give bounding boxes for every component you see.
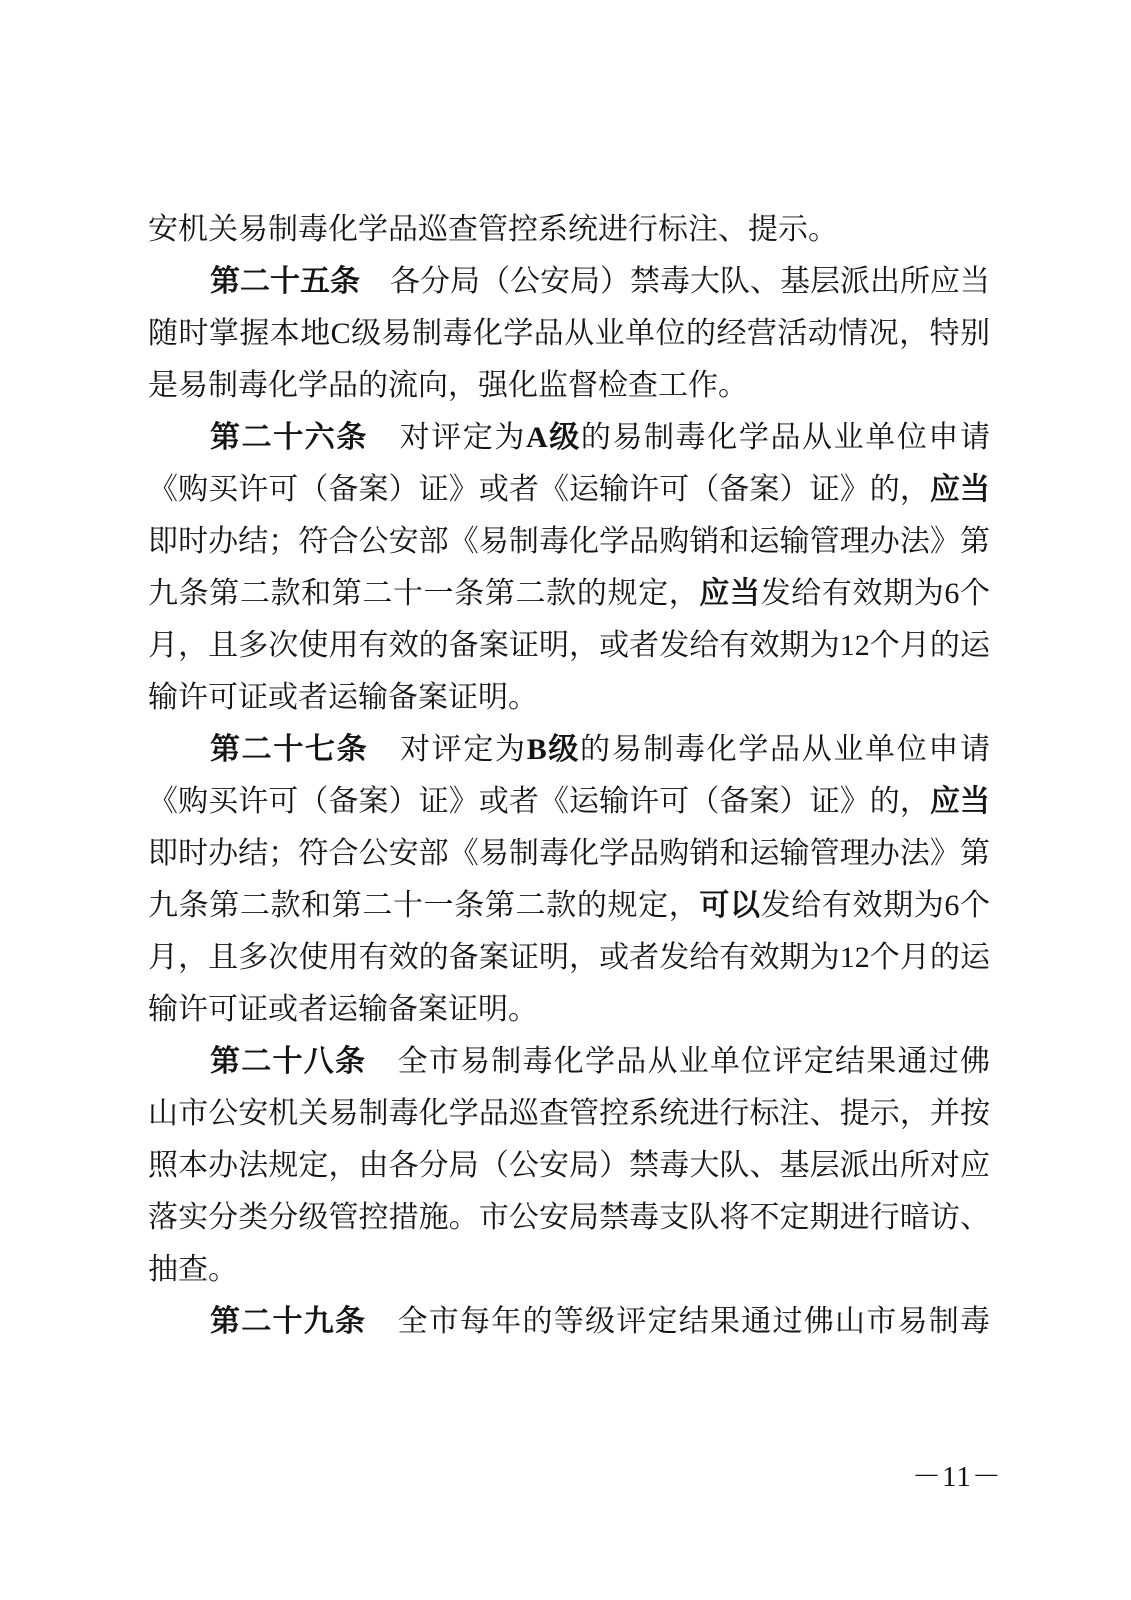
body-text: 落实分类分级管控措施。市公安局禁毒支队将不定期进行暗访、 [148, 1201, 990, 1234]
body-text: 月，且多次使用有效的备案证明，或者发给有效期为12个月的运 [148, 941, 990, 974]
document-body [148, 204, 990, 1348]
body-text: 全市易制毒化学品从业单位评定结果通过佛 [366, 1045, 990, 1078]
text-line [148, 1088, 990, 1140]
body-text: 对评定为 [368, 733, 527, 766]
text-line [148, 516, 990, 568]
text-line [148, 620, 990, 672]
text-line [148, 360, 990, 412]
emphasis-text: 可以 [699, 889, 761, 922]
emphasis-text: 应当 [929, 473, 990, 506]
text-line [148, 1192, 990, 1244]
text-line [148, 776, 990, 828]
text-line [148, 880, 990, 932]
text-line [148, 1140, 990, 1192]
body-text: 九条第二款和第二十一条第二款的规定， [148, 577, 700, 610]
body-text: 随时掌握本地C级易制毒化学品从业单位的经营活动情况，特别 [148, 317, 990, 350]
body-text: 输许可证或者运输备案证明。 [148, 681, 538, 714]
emphasis-text: 第二十八条 [210, 1045, 367, 1078]
text-line [148, 932, 990, 984]
text-line [148, 464, 990, 516]
text-line [148, 672, 990, 724]
emphasis-text: 第二十六条 [210, 421, 368, 454]
body-text: 即时办结；符合公安部《易制毒化学品购销和运输管理办法》第 [148, 837, 990, 870]
body-text: 的易制毒化学品从业单位申请 [580, 421, 990, 454]
text-line [148, 204, 990, 256]
body-text: 月，且多次使用有效的备案证明，或者发给有效期为12个月的运 [148, 629, 990, 662]
emphasis-text: A级 [526, 421, 581, 454]
text-line [148, 724, 990, 776]
body-text: 九条第二款和第二十一条第二款的规定， [148, 889, 700, 922]
emphasis-text: 应当 [699, 577, 761, 610]
text-line [148, 1036, 990, 1088]
emphasis-text: 应当 [929, 785, 990, 818]
emphasis-text: 第二十五条 [210, 265, 360, 298]
emphasis-text: 第二十七条 [210, 733, 369, 766]
body-text: 抽查。 [148, 1253, 238, 1286]
body-text: 发给有效期为6个 [760, 889, 990, 922]
body-text: 的易制毒化学品从业单位申请 [580, 733, 990, 766]
text-line [148, 828, 990, 880]
text-line [148, 412, 990, 464]
body-text: 《购买许可（备案）证》或者《运输许可（备案）证》的， [148, 785, 930, 818]
text-line [148, 308, 990, 360]
body-text: 是易制毒化学品的流向，强化监督检查工作。 [148, 369, 748, 402]
page-number: －11－ [912, 1461, 1002, 1493]
body-text: 安机关易制毒化学品巡查管控系统进行标注、提示。 [148, 213, 838, 246]
body-text: 全市每年的等级评定结果通过佛山市易制毒 [366, 1305, 990, 1338]
body-text: 《购买许可（备案）证》或者《运输许可（备案）证》的， [148, 473, 930, 506]
text-line [148, 256, 990, 308]
body-text: 山市公安机关易制毒化学品巡查管控系统进行标注、提示，并按 [148, 1097, 990, 1130]
emphasis-text: 第二十九条 [210, 1305, 367, 1338]
text-line [148, 1296, 990, 1348]
emphasis-text: B级 [526, 733, 581, 766]
text-line [148, 568, 990, 620]
body-text: 即时办结；符合公安部《易制毒化学品购销和运输管理办法》第 [148, 525, 990, 558]
body-text: 对评定为 [368, 421, 526, 454]
body-text: 各分局（公安局）禁毒大队、基层派出所应当 [360, 265, 990, 298]
body-text: 照本办法规定，由各分局（公安局）禁毒大队、基层派出所对应 [148, 1149, 990, 1182]
body-text: 发给有效期为6个 [760, 577, 990, 610]
text-line [148, 1244, 990, 1296]
text-line [148, 984, 990, 1036]
body-text: 输许可证或者运输备案证明。 [148, 993, 538, 1026]
